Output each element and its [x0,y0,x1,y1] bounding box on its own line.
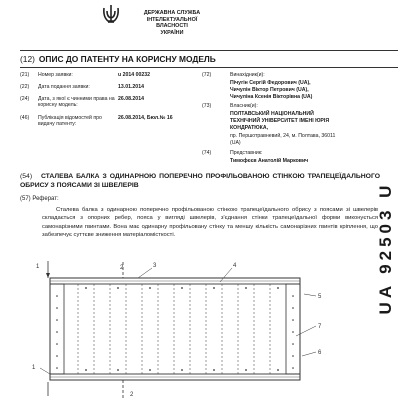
inventor-name: Чичулін Віктор Петрович (UA), [230,87,309,93]
title-text: СТАЛЕВА БАЛКА З ОДИНАРНОЮ ПОПЕРЕЧНО ПРОФІЛЬОВАНОЮ СТІНКОЮ ТРАПЕЦЕЇДАЛЬНОГО ОБРИСУ З ПОЯСАМИ ЗІ ШВЕЛЕРІВ [20,173,381,190]
abstract-text: Сталева балка з одинарною поперечно профільованою стінкою трапецеїдального обрису з поясами зі швелерів складається з опорних ребер, пояса у вигляді швелерів, з'єднання стінки трапецеїдальної форми виконується самонарізними гвинтами. Вона має одинарну профільовану стінку та меншу кількість самонарізних гвинтів кріплення, що забезпечує суттєве зниження матеріаломісткості. [42,207,378,239]
section-arrow-icon [46,273,50,278]
section-label-left: 1 [36,264,40,270]
left-end-stiffener [50,284,64,374]
leader-5 [304,294,316,296]
header-rule-bottom [20,67,398,68]
self-tapping-screws [56,287,294,371]
bib-label: Дата, з якої є чинними права на корисну модель: [38,96,115,109]
title-code: (54) [20,173,33,180]
label-3: 3 [153,263,157,269]
beam-outline [50,278,300,380]
owner-name: ТЕХНІЧНИЙ УНІВЕРСИТЕТ ІМЕНІ ЮРІЯ [230,118,330,124]
representative-label: Представник: [230,150,263,156]
leader-3 [138,268,152,278]
abstract-label: Реферат: [32,196,59,202]
bib-label: Дата подання заявки: [38,84,90,90]
agency-line: УКРАЇНИ [160,29,184,36]
document-title-text: ОПИС ДО ПАТЕНТУ НА КОРИСНУ МОДЕЛЬ [38,54,216,64]
label-7: 7 [318,324,322,330]
owner-address: (UA) [230,140,241,146]
bib-left [20,72,200,152]
bib-code: (74) [202,150,212,156]
inventor-name: Чичуліна Ксенія Вікторівна (UA) [230,94,313,100]
bib-value: 26.08.2014, Бюл.№ 16 [118,115,173,121]
patent-title [20,172,380,190]
agency-name [122,10,222,36]
bib-code: (24) [20,96,30,102]
abstract-code: (57) [20,196,31,202]
owner-name: ПОЛТАВСЬКИЙ НАЦІОНАЛЬНИЙ [230,111,314,117]
bib-code: (72) [202,72,212,78]
label-6: 6 [318,350,322,356]
bib-label: Номер заявки: [38,72,73,78]
owner-name: КОНДРАТЮКА, [230,125,269,131]
agency-line: ІНТЕЛЕКТУАЛЬНОЇ [146,16,198,23]
header-rule-top [20,50,398,51]
label-2-bottom: 2 [130,392,134,398]
bib-value: 13.01.2014 [118,84,144,90]
owner-label: Власник(и): [230,103,258,109]
bib-code: (22) [20,84,30,90]
trident-logo-icon [100,3,122,25]
label-1: 1 [32,365,36,371]
agency-line: ВЛАСНОСТІ [156,23,188,30]
inventor-name: Пічугін Сергій Федорович (UA), [230,80,311,86]
bib-right [202,72,380,168]
side-patent-number [374,181,398,315]
representative-name: Тимофєєв Анатолій Маркович [230,158,309,164]
document-code: (12) [20,54,35,64]
leader-7 [296,326,316,336]
bib-value: 26.08.2014 [118,96,144,102]
label-2: 2 [120,265,124,271]
web-corrugations [78,284,270,374]
agency-line: ДЕРЖАВНА СЛУЖБА [143,10,201,16]
patent-drawing [20,256,370,400]
right-end-stiffener [286,284,300,374]
bib-code: (21) [20,72,30,78]
bib-value: u 2014 00232 [118,72,151,78]
inventors-label: Винахідник(и): [230,72,265,78]
document-title [20,54,216,64]
bib-label: Публікація відомостей про видачу патенту: [38,115,102,128]
owner-address: пр. Першотравневий, 24, м. Полтава, 36011 [230,133,336,139]
bib-code: (46) [20,115,30,121]
label-5: 5 [318,294,322,300]
abstract-heading [20,196,59,202]
side-patent-number-text: UA 92503 U [376,181,395,315]
leader-4 [220,268,232,282]
leader-1 [40,368,50,374]
label-4: 4 [233,263,237,269]
bib-code: (73) [202,103,212,109]
leader-6 [302,352,316,356]
